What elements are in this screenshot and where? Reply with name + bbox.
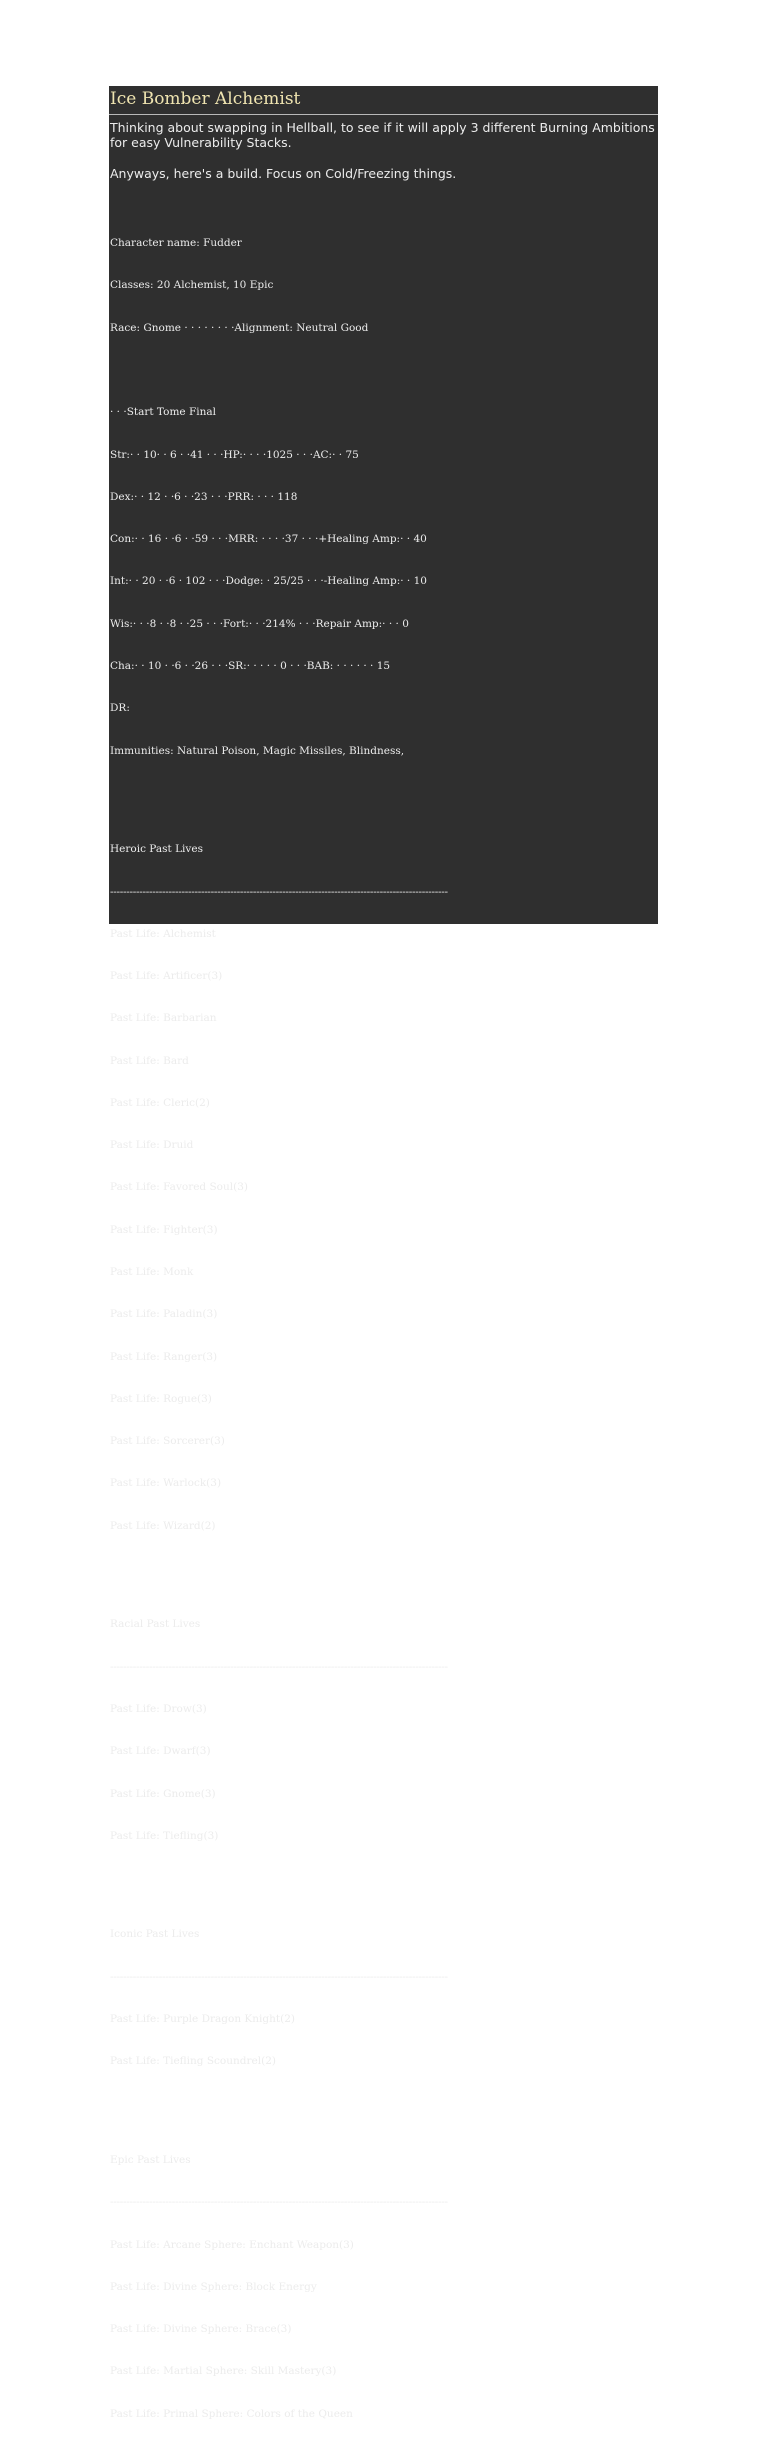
document-page bbox=[109, 86, 658, 2420]
spacer bbox=[110, 2097, 658, 2111]
intro-paragraph: Thinking about swapping in Hellball, to see if it will apply 3 different Burning Ambitions for easy Vulnerability Stacks. bbox=[110, 120, 655, 150]
list-item: Past Life: Alchemist bbox=[110, 927, 216, 940]
stat-immunities: Immunities: Natural Poison, Magic Missiles, Blindness, bbox=[110, 744, 405, 757]
section-divider: -------------------------------------------------------------------------------------------------------- bbox=[110, 2196, 448, 2209]
list-item: Past Life: Purple Dragon Knight(2) bbox=[110, 2013, 295, 2025]
list-item: Past Life: Gnome(3) bbox=[110, 1787, 216, 1800]
character-name: Character name: Fudder bbox=[110, 237, 242, 250]
list-item: Past Life: Tiefling Scoundrel(2) bbox=[110, 2055, 276, 2068]
spacer bbox=[110, 786, 658, 800]
stat-row-wis: Wis:· · ·8 · ·8 · ·25 · · ·Fort:· · ·214% · · ·Repair Amp:· · · 0 bbox=[110, 617, 409, 630]
stat-row-int: Int:· · 20 · ·6 · 102 · · ·Dodge: · 25/25 · · ·-Healing Amp:· · 10 bbox=[110, 575, 427, 588]
list-item: Past Life: Drow(3) bbox=[110, 1702, 207, 1715]
section-heading-racial: Racial Past Lives bbox=[110, 1618, 201, 1631]
list-item: Past Life: Sorcerer(3) bbox=[110, 1435, 225, 1448]
list-item: Past Life: Primal Sphere: Colors of the Queen bbox=[110, 2407, 353, 2420]
list-item: Past Life: Arcane Sphere: Enchant Weapon(3) bbox=[110, 2238, 354, 2251]
spacer bbox=[110, 363, 658, 377]
stat-row-dex: Dex:· · 12 · ·6 · ·23 · · ·PRR: · · · 118 bbox=[110, 490, 298, 503]
stat-row-con: Con:· · 16 · ·6 · ·59 · · ·MRR: · · · ·37 · · ·+Healing Amp:· · 40 bbox=[110, 533, 427, 546]
list-item: Past Life: Barbarian bbox=[110, 1012, 217, 1025]
page-title: Ice Bomber Alchemist bbox=[109, 86, 658, 115]
spacer bbox=[110, 1561, 658, 1575]
list-item: Past Life: Artificer(3) bbox=[110, 970, 223, 983]
list-item: Past Life: Martial Sphere: Skill Mastery(3) bbox=[110, 2365, 337, 2378]
intro-paragraph: Anyways, here's a build. Focus on Cold/Freezing things. bbox=[110, 166, 457, 181]
list-item: Past Life: Divine Sphere: Block Energy bbox=[110, 2280, 317, 2293]
list-item: Past Life: Cleric(2) bbox=[110, 1096, 210, 1109]
list-item: Past Life: Favored Soul(3) bbox=[110, 1181, 248, 1194]
section-heading-iconic: Iconic Past Lives bbox=[110, 1928, 200, 1941]
character-race-alignment: Race: Gnome · · · · · · · ·Alignment: Neutral Good bbox=[110, 321, 369, 334]
list-item: Past Life: Monk bbox=[110, 1266, 194, 1279]
list-item: Past Life: Wizard(2) bbox=[110, 1519, 216, 1532]
build-listing bbox=[109, 208, 658, 2449]
section-heading-heroic: Heroic Past Lives bbox=[110, 843, 203, 856]
list-item: Past Life: Paladin(3) bbox=[110, 1308, 218, 1321]
stat-row-cha: Cha:· · 10 · ·6 · ·26 · · ·SR:· · · · · 0 · · ·BAB: · · · · · · 15 bbox=[110, 660, 391, 672]
character-classes: Classes: 20 Alchemist, 10 Epic bbox=[110, 279, 274, 292]
section-heading-epic: Epic Past Lives bbox=[110, 2153, 191, 2166]
section-divider: -------------------------------------------------------------------------------------------------------- bbox=[110, 1660, 448, 1673]
list-item: Past Life: Fighter(3) bbox=[110, 1223, 218, 1236]
section-divider: -------------------------------------------------------------------------------------------------------- bbox=[110, 1970, 448, 1983]
list-item: Past Life: Rogue(3) bbox=[110, 1392, 212, 1405]
spacer bbox=[110, 1871, 658, 1885]
list-item: Past Life: Bard bbox=[110, 1054, 189, 1067]
stat-row-str: Str:· · 10· · 6 · ·41 · · ·HP:· · · ·1025 · · ·AC:· · 75 bbox=[110, 448, 359, 461]
intro-text bbox=[109, 115, 658, 181]
list-item: Past Life: Divine Sphere: Brace(3) bbox=[110, 2323, 292, 2336]
list-item: Past Life: Ranger(3) bbox=[110, 1350, 218, 1363]
stats-header: · · ·Start Tome Final bbox=[110, 406, 216, 419]
list-item: Past Life: Tiefling(3) bbox=[110, 1829, 219, 1842]
section-divider: -------------------------------------------------------------------------------------------------------- bbox=[110, 885, 448, 898]
list-item: Past Life: Warlock(3) bbox=[110, 1477, 222, 1490]
list-item: Past Life: Dwarf(3) bbox=[110, 1745, 211, 1758]
list-item: Past Life: Druid bbox=[110, 1139, 194, 1152]
stat-dr: DR: bbox=[110, 702, 130, 715]
